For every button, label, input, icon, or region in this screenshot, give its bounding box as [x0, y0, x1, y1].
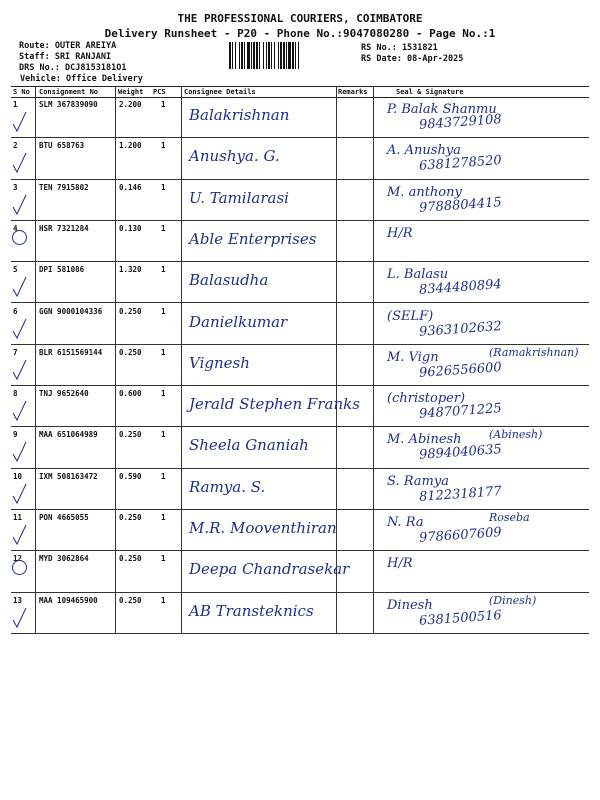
consignee-name: Sheela Gnaniah	[189, 436, 309, 455]
pcs-value: 1	[161, 265, 166, 275]
weight-value: 0.130	[119, 223, 142, 233]
rs-number: RS No.: 1531821	[361, 43, 438, 53]
pcs-value: 1	[161, 141, 166, 151]
pcs-value: 1	[161, 347, 166, 357]
signature-phone: 9843729108	[418, 112, 503, 133]
col-consignee: Consignee Details	[184, 88, 256, 96]
signature-note: (Ramakrishnan)	[489, 345, 579, 359]
weight-value: 0.250	[119, 347, 142, 357]
staff-label: Staff: SRI RANJANI	[19, 52, 112, 62]
pcs-value: 1	[161, 513, 166, 522]
signature-name: L. Balasu	[387, 267, 449, 283]
table-row	[11, 220, 589, 262]
signature-block	[379, 593, 589, 634]
signature-phone: 9788804415	[418, 194, 503, 216]
tick-mark-icon	[11, 519, 29, 549]
consignment-number: GGN 9000104336	[39, 306, 103, 316]
weight-value: 0.250	[119, 595, 142, 605]
tick-mark-icon	[11, 354, 29, 384]
col-remarks: Remarks	[338, 88, 368, 96]
pcs-value: 1	[161, 100, 166, 109]
signature-note: (Dinesh)	[489, 593, 537, 607]
pcs-value: 1	[161, 471, 166, 481]
drs-number: DRS No.: DCJ8153181O1	[19, 63, 127, 73]
consignee-name: M.R. Mooventhiran	[189, 519, 337, 537]
signature-block	[379, 556, 589, 592]
consignment-number: DPI 581086	[39, 265, 85, 275]
consignee-name: Danielkumar	[189, 312, 288, 331]
runsheet-table	[11, 86, 589, 636]
pcs-value: 1	[161, 223, 166, 233]
col-sno: S No	[13, 88, 30, 96]
runsheet-subtitle: Delivery Runsheet - P20 - Phone No.:9047080280 - Page No.:1	[104, 27, 496, 40]
signature-phone: 8122318177	[418, 483, 503, 505]
pcs-value: 1	[161, 430, 166, 440]
signature-name: M. anthony	[387, 184, 462, 200]
signature-name: Dinesh	[387, 597, 433, 613]
table-row	[11, 592, 589, 634]
col-consignment: Consignment No	[39, 88, 99, 96]
signature-name: P. Balak Shanmu	[387, 102, 497, 117]
table-row	[11, 303, 589, 345]
tick-mark-icon	[11, 395, 29, 425]
table-row	[11, 550, 589, 592]
table-row	[11, 261, 589, 303]
consignee-name: Anushya. G.	[189, 147, 280, 166]
signature-phone: 6381500516	[418, 607, 503, 629]
consignment-number: BTU 658763	[39, 141, 85, 151]
signature-block	[379, 226, 589, 262]
table-row	[11, 137, 589, 179]
route-label: Route: OUTER AREIYA	[19, 41, 117, 51]
serial-number: 7	[13, 347, 18, 357]
serial-number: 10	[13, 471, 23, 481]
signature-phone: 8344480894	[418, 277, 503, 299]
signature-name: (SELF)	[387, 308, 434, 324]
tick-mark-icon	[11, 313, 29, 343]
signature-name: M. Vign	[387, 349, 439, 365]
signature-note: Roseba	[489, 511, 530, 524]
signature-block	[379, 345, 589, 386]
consignment-number: MAA 109465900	[39, 595, 98, 605]
consignment-number: BLR 6151569144	[39, 347, 103, 357]
pcs-value: 1	[161, 595, 166, 605]
signature-phone: 9487071225	[418, 401, 503, 422]
consignment-number: IXM 508163472	[39, 471, 98, 481]
table-row	[11, 385, 589, 427]
tick-mark-icon	[11, 602, 29, 632]
serial-number: 6	[13, 306, 18, 316]
signature-block	[379, 511, 589, 551]
barcode	[229, 42, 353, 69]
signature-phone: 9626556600	[418, 359, 503, 381]
signature-name: (christoper)	[387, 391, 466, 407]
consignment-number: MYD 3062864	[39, 554, 89, 564]
serial-number: 2	[13, 141, 18, 151]
tick-mark-icon	[11, 189, 29, 219]
consignment-number: HSR 7321284	[39, 223, 89, 233]
weight-value: 0.146	[119, 182, 142, 192]
consignee-name: Deepa Chandrasekar	[189, 560, 350, 579]
consignment-number: PON 4665055	[39, 513, 89, 522]
signature-name: N. Ra	[387, 515, 424, 530]
signature-block	[379, 267, 589, 303]
pcs-value: 1	[161, 182, 166, 192]
serial-number: 11	[13, 513, 23, 522]
signature-phone: 9894040635	[418, 442, 503, 464]
circle-mark-icon	[12, 560, 27, 575]
signature-block	[379, 309, 589, 345]
table-row	[11, 426, 589, 468]
circle-mark-icon	[12, 230, 27, 245]
weight-value: 2.200	[119, 100, 142, 109]
consignment-number: TEN 7915802	[39, 182, 89, 192]
consignee-name: Ramya. S.	[189, 477, 266, 496]
serial-number: 3	[13, 182, 18, 192]
signature-block	[379, 102, 589, 138]
signature-name: M. Abinesh	[387, 432, 462, 448]
consignee-name: Vignesh	[189, 353, 250, 372]
weight-value: 0.600	[119, 389, 142, 399]
pcs-value: 1	[161, 554, 166, 564]
consignee-name: U. Tamilarasi	[189, 188, 289, 207]
col-weight: Weight	[118, 88, 144, 96]
signature-name: S. Ramya	[387, 473, 449, 489]
pcs-value: 1	[161, 306, 166, 316]
tick-mark-icon	[11, 271, 29, 301]
col-pcs: PCS	[153, 88, 166, 96]
signature-block	[379, 143, 589, 179]
serial-number: 9	[13, 430, 18, 440]
tick-mark-icon	[11, 106, 29, 136]
consignment-number: TNJ 9652640	[39, 389, 89, 399]
signature-phone: 9786607609	[418, 525, 503, 546]
weight-value: 0.590	[119, 471, 142, 481]
signature-block	[379, 391, 589, 427]
table-row	[11, 179, 589, 221]
table-row	[11, 96, 589, 138]
signature-name: H/R	[387, 556, 413, 572]
consignee-name: Balasudha	[189, 271, 269, 290]
tick-mark-icon	[11, 436, 29, 466]
signature-name: A. Anushya	[387, 143, 461, 159]
weight-value: 1.200	[119, 141, 142, 151]
consignee-name: Able Enterprises	[189, 229, 317, 248]
weight-value: 0.250	[119, 513, 142, 522]
signature-phone: 6381278520	[418, 153, 503, 175]
runsheet-title: THE PROFESSIONAL COURIERS, COIMBATORE	[177, 12, 423, 25]
consignment-number: SLM 367839090	[39, 100, 98, 109]
serial-number: 5	[13, 265, 18, 275]
rs-date: RS Date: 08-Apr-2025	[361, 54, 464, 64]
pcs-value: 1	[161, 389, 166, 399]
tick-mark-icon	[11, 147, 29, 177]
signature-block	[379, 428, 589, 468]
consignee-name: AB Transteknics	[189, 601, 314, 620]
serial-number: 13	[13, 595, 23, 605]
serial-number: 1	[13, 100, 18, 109]
weight-value: 0.250	[119, 554, 142, 564]
serial-number: 12	[13, 554, 23, 564]
consignee-name: Jerald Stephen Franks	[189, 395, 360, 414]
table-row	[11, 344, 589, 386]
tick-mark-icon	[11, 478, 29, 508]
weight-value: 1.320	[119, 265, 142, 275]
signature-block	[379, 185, 589, 221]
col-seal: Seal & Signature	[396, 88, 464, 96]
serial-number: 8	[13, 389, 18, 399]
signature-block	[379, 474, 589, 510]
vehicle-label: Vehicle: Office Delivery	[20, 74, 143, 84]
consignment-number: MAA 651064989	[39, 430, 98, 440]
table-row	[11, 468, 589, 510]
signature-note: (Abinesh)	[489, 428, 543, 442]
consignee-name: Balakrishnan	[189, 106, 290, 124]
table-row	[11, 509, 589, 551]
weight-value: 0.250	[119, 430, 142, 440]
weight-value: 0.250	[119, 306, 142, 316]
signature-phone: 9363102632	[418, 318, 503, 340]
signature-name: H/R	[387, 225, 413, 241]
serial-number: 4	[13, 223, 18, 233]
